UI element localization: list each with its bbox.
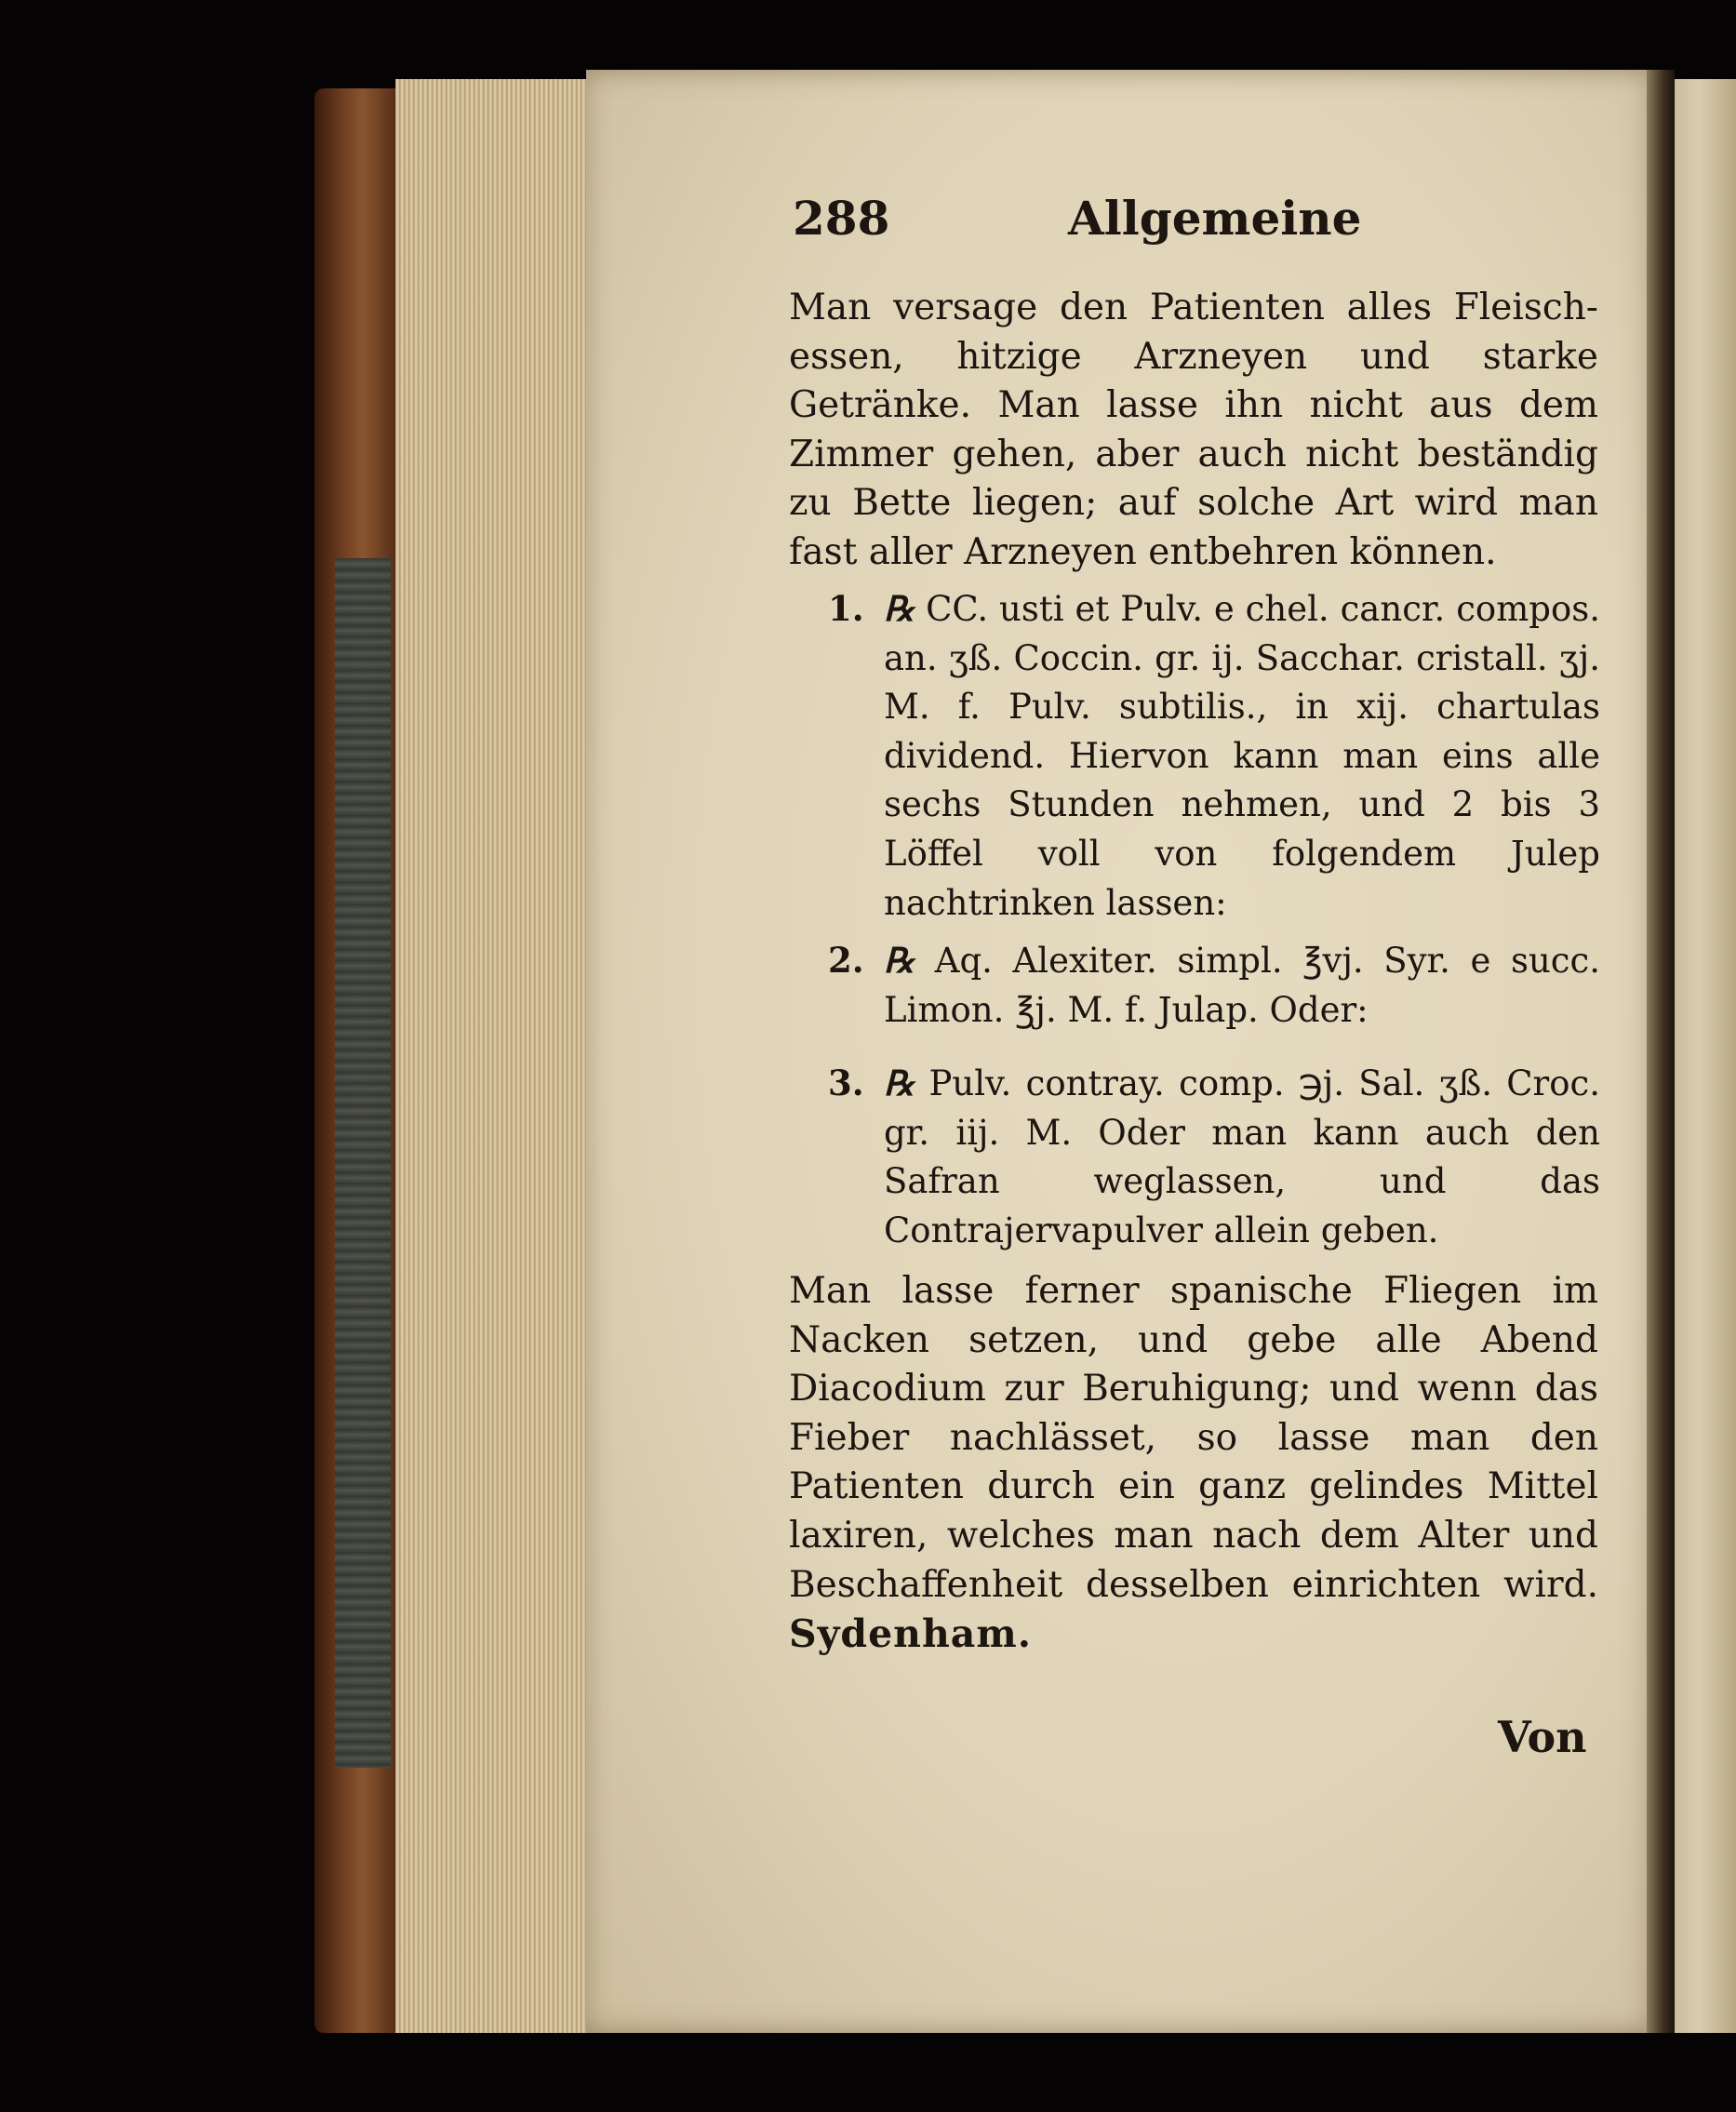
recipe-symbol: ℞: [884, 1063, 915, 1103]
paragraph-2-text: Man lasse ferner spanische Fliegen im Nacken setzen, und gebe alle Abend Diacodium zur Beruhigung; und wenn das Fieber nachlässet, so lasse man den Patienten durch ein ganz gelindes Mittel laxiren, welches man nach dem Alter und Beschaffenheit desselben einrichten wird.: [789, 1270, 1598, 1606]
catchword: Von: [1498, 1712, 1587, 1762]
recipe-symbol: ℞: [884, 588, 915, 629]
recipe-text: Pulv. contray. comp. ℈j. Sal. ʒß. Croc. gr. iij. M. Oder man kann auch den Safran weglassen, und das Contrajervapulver allein geben.: [884, 1063, 1601, 1250]
book-gutter: [1647, 70, 1675, 2033]
facing-page-edge: [1675, 79, 1736, 2033]
page-number: 288: [793, 191, 890, 246]
recipe-1: [828, 584, 1600, 928]
recipe-symbol: ℞: [884, 940, 915, 981]
page-edges: [395, 79, 591, 2033]
paragraph-1: Man versage den Patienten alles Fleisch-essen, hitzige Arzneyen und starke Getränke. Man lasse ihn nicht aus dem Zimmer gehen, aber auch nicht beständig zu Bette liegen; auf solche Art wird man fast aller Arzneyen entbehren können.: [789, 287, 1598, 573]
recipe-text: CC. usti et Pulv. e chel. cancr. compos. an. ʒß. Coccin. gr. ij. Sacchar. cristall. ʒj. M. f. Pulv. subtilis., in xij. chartulas dividend. Hiervon kann man eins alle sechs Stunden nehmen, und 2 bis 3 Löffel voll von folgendem Julep nachtrinken lassen:: [884, 589, 1600, 923]
paragraph-2: [789, 1267, 1598, 1661]
spine-binding-band: [335, 558, 391, 1768]
recipe-text: Aq. Alexiter. simpl. ℥vj. Syr. e succ. Limon. ℥j. M. f. Julap. Oder:: [884, 941, 1601, 1030]
recipe-number: 3.: [828, 1063, 864, 1103]
recipe-number: 1.: [828, 588, 864, 629]
author-name: Sydenham.: [789, 1611, 1033, 1657]
recipe-2: [828, 936, 1600, 1035]
recipe-number: 2.: [828, 940, 864, 981]
recipe-3: [828, 1059, 1600, 1255]
running-title: Allgemeine: [1068, 191, 1362, 246]
